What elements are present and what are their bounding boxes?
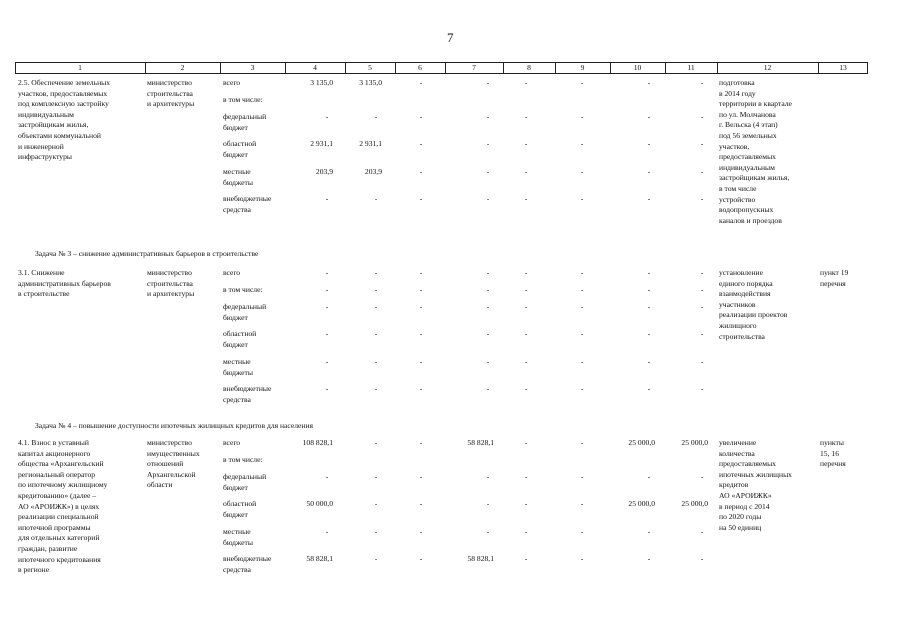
amount-cell: -: [524, 78, 528, 87]
amount-cell: -: [580, 499, 584, 508]
amount-cell: -: [524, 472, 528, 481]
amount-cell: -: [700, 167, 704, 176]
amount-cell: -: [325, 527, 329, 536]
funding-source: местные бюджеты: [223, 357, 253, 377]
amount-cell: -: [524, 285, 528, 294]
amount-cell: -: [700, 268, 704, 277]
funding-source: в том числе:: [223, 455, 263, 464]
measure-name: 4.1. Взнос в уставный капитал акционерного общества «Архангельский региональный оператор по ипотечному жилищному кредитованию» (далее – АО «АРОИЖК») в целях реализации специальной ипотечной программы для отдельных категорий граждан, развитие ипотечного кредитования в регионе: [18, 438, 108, 575]
amount-cell: -: [419, 302, 423, 311]
amount-cell: 203,9: [364, 167, 382, 176]
amount-cell: -: [700, 194, 704, 203]
amount-cell: -: [700, 554, 704, 563]
measure-name: 2.5. Обеспечение земельных участков, предоставляемых под комплексную застройку индивидуальным застройщикам жилья, объектами коммунальной и инженерной инфраструктуры: [18, 78, 111, 162]
amount-cell: -: [419, 285, 423, 294]
amount-cell: -: [524, 499, 528, 508]
funding-source: местные бюджеты: [223, 167, 253, 187]
header-col-number: 3: [250, 63, 255, 72]
amount-cell: 3 135,0: [310, 78, 333, 87]
funding-source: всего: [223, 78, 241, 87]
amount-cell: -: [700, 285, 704, 294]
amount-cell: -: [580, 384, 584, 393]
amount-cell: -: [524, 112, 528, 121]
executor: министерство имущественных отношений Архангельской области: [147, 438, 200, 490]
amount-cell: -: [486, 78, 490, 87]
amount-cell: -: [524, 139, 528, 148]
amount-cell: -: [647, 357, 651, 366]
executor: министерство строительства и архитектуры: [147, 78, 195, 109]
amount-cell: 25 000,0: [628, 499, 655, 508]
amount-cell: -: [700, 384, 704, 393]
amount-cell: -: [580, 285, 584, 294]
amount-cell: -: [374, 527, 378, 536]
amount-cell: -: [580, 139, 584, 148]
amount-cell: -: [580, 112, 584, 121]
header-col-number: 7: [472, 63, 476, 72]
amount-cell: -: [524, 438, 528, 447]
amount-cell: -: [325, 472, 329, 481]
header-col-number: 4: [313, 63, 317, 72]
funding-source: в том числе:: [223, 285, 263, 294]
amount-cell: -: [374, 472, 378, 481]
header-col-number: 9: [580, 63, 585, 72]
amount-cell: -: [647, 268, 651, 277]
expected-result: увеличение количества предоставляемых ипотечных жилищных кредитов АО «АРОИЖК» в период с 2014 по 2020 годы на 50 единиц: [719, 438, 792, 532]
amount-cell: -: [700, 302, 704, 311]
amount-cell: -: [580, 78, 584, 87]
list-reference: пункт 19 перечня: [820, 268, 849, 288]
amount-cell: -: [524, 329, 528, 338]
amount-cell: -: [580, 302, 584, 311]
funding-source: федеральный бюджет: [223, 112, 267, 132]
amount-cell: -: [580, 554, 584, 563]
amount-cell: -: [580, 268, 584, 277]
funding-source: в том числе:: [223, 95, 263, 104]
amount-cell: -: [580, 194, 584, 203]
amount-cell: -: [419, 357, 423, 366]
amount-cell: 25 000,0: [681, 499, 708, 508]
amount-cell: -: [647, 384, 651, 393]
amount-cell: -: [374, 438, 378, 447]
amount-cell: -: [700, 329, 704, 338]
amount-cell: -: [486, 357, 490, 366]
amount-cell: -: [419, 472, 423, 481]
amount-cell: -: [524, 357, 528, 366]
amount-cell: -: [374, 112, 378, 121]
amount-cell: -: [374, 357, 378, 366]
amount-cell: -: [419, 499, 423, 508]
amount-cell: -: [325, 285, 329, 294]
amount-cell: -: [325, 194, 329, 203]
amount-cell: -: [524, 167, 528, 176]
amount-cell: -: [419, 554, 423, 563]
funding-source: областной бюджет: [223, 139, 257, 159]
amount-cell: -: [325, 329, 329, 338]
header-col-number: 13: [839, 63, 847, 72]
funding-source: федеральный бюджет: [223, 302, 267, 322]
amount-cell: -: [647, 527, 651, 536]
amount-cell: -: [524, 194, 528, 203]
amount-cell: -: [374, 302, 378, 311]
header-col-number: 11: [687, 63, 695, 72]
header-col-number: 5: [368, 63, 372, 72]
header-col-number: 12: [763, 63, 772, 72]
amount-cell: -: [486, 139, 490, 148]
amount-cell: -: [325, 268, 329, 277]
amount-cell: -: [325, 357, 329, 366]
amount-cell: -: [486, 384, 490, 393]
page-number: 7: [447, 30, 454, 45]
funding-source: внебюджетные средства: [223, 554, 272, 574]
expected-result: подготовка в 2014 году территории в квартале по ул. Молчанова г. Вельска (4 этап) под 56 земельных участков, предоставляемых индивидуальным застройщикам жилья, в том числе устройство водопропускных каналов и проездов: [719, 78, 792, 225]
measure-name: 3.1. Снижение административных барьеров в строительстве: [18, 268, 111, 299]
amount-cell: -: [700, 527, 704, 536]
funding-source: внебюджетные средства: [223, 194, 272, 214]
amount-cell: -: [374, 499, 378, 508]
amount-cell: -: [580, 527, 584, 536]
amount-cell: 25 000,0: [628, 438, 655, 447]
task-heading: Задача № 3 – снижение административных барьеров в строительстве: [35, 249, 259, 258]
amount-cell: -: [374, 268, 378, 277]
amount-cell: -: [580, 167, 584, 176]
funding-source: всего: [223, 438, 241, 447]
amount-cell: -: [419, 384, 423, 393]
amount-cell: -: [325, 384, 329, 393]
amount-cell: -: [486, 194, 490, 203]
amount-cell: -: [647, 194, 651, 203]
amount-cell: -: [647, 554, 651, 563]
funding-source: областной бюджет: [223, 499, 257, 519]
amount-cell: -: [580, 357, 584, 366]
amount-cell: -: [419, 268, 423, 277]
amount-cell: -: [647, 78, 651, 87]
expected-result: установление единого порядка взаимодействия участников реализации проектов жилищного строительства: [719, 268, 788, 341]
funding-source: местные бюджеты: [223, 527, 253, 547]
amount-cell: -: [580, 472, 584, 481]
amount-cell: -: [486, 112, 490, 121]
amount-cell: -: [325, 302, 329, 311]
amount-cell: -: [700, 472, 704, 481]
amount-cell: 58 828,1: [467, 438, 494, 447]
amount-cell: -: [524, 527, 528, 536]
header-col-number: 8: [527, 63, 531, 72]
amount-cell: 108 828,1: [302, 438, 333, 447]
amount-cell: 2 931,1: [310, 139, 333, 148]
amount-cell: -: [524, 268, 528, 277]
amount-cell: -: [419, 527, 423, 536]
header-col-number: 6: [418, 63, 422, 72]
amount-cell: -: [486, 285, 490, 294]
amount-cell: -: [419, 112, 423, 121]
amount-cell: -: [647, 112, 651, 121]
amount-cell: -: [647, 285, 651, 294]
amount-cell: -: [580, 329, 584, 338]
amount-cell: -: [647, 139, 651, 148]
amount-cell: -: [524, 302, 528, 311]
amount-cell: -: [419, 194, 423, 203]
list-reference: пункты 15, 16 перечня: [820, 438, 846, 469]
amount-cell: -: [700, 139, 704, 148]
amount-cell: -: [419, 438, 423, 447]
amount-cell: -: [486, 472, 490, 481]
amount-cell: -: [374, 194, 378, 203]
amount-cell: 3 135,0: [359, 78, 382, 87]
amount-cell: -: [647, 472, 651, 481]
amount-cell: -: [700, 78, 704, 87]
funding-source: внебюджетные средства: [223, 384, 272, 404]
amount-cell: 2 931,1: [359, 139, 382, 148]
amount-cell: -: [419, 329, 423, 338]
amount-cell: -: [580, 438, 584, 447]
amount-cell: -: [647, 167, 651, 176]
amount-cell: 58 828,1: [467, 554, 494, 563]
amount-cell: -: [374, 554, 378, 563]
amount-cell: 50 000,0: [306, 499, 333, 508]
header-col-number: 1: [78, 63, 82, 72]
amount-cell: -: [419, 78, 423, 87]
amount-cell: -: [486, 499, 490, 508]
amount-cell: -: [486, 302, 490, 311]
amount-cell: -: [486, 167, 490, 176]
amount-cell: -: [647, 302, 651, 311]
amount-cell: 58 828,1: [306, 554, 333, 563]
amount-cell: -: [524, 554, 528, 563]
amount-cell: 203,9: [315, 167, 333, 176]
amount-cell: -: [419, 167, 423, 176]
funding-source: всего: [223, 268, 241, 277]
header-col-number: 2: [180, 63, 185, 72]
amount-cell: 25 000,0: [681, 438, 708, 447]
header-col-number: 10: [633, 63, 642, 72]
amount-cell: -: [486, 527, 490, 536]
amount-cell: -: [486, 268, 490, 277]
amount-cell: -: [419, 139, 423, 148]
amount-cell: -: [374, 285, 378, 294]
task-heading: Задача № 4 – повышение доступности ипотечных жилищных кредитов для населения: [35, 421, 314, 430]
amount-cell: -: [374, 329, 378, 338]
amount-cell: -: [374, 384, 378, 393]
funding-source: федеральный бюджет: [223, 472, 267, 492]
funding-source: областной бюджет: [223, 329, 257, 349]
amount-cell: -: [524, 384, 528, 393]
amount-cell: -: [325, 112, 329, 121]
amount-cell: -: [486, 329, 490, 338]
amount-cell: -: [700, 112, 704, 121]
amount-cell: -: [647, 329, 651, 338]
amount-cell: -: [700, 357, 704, 366]
executor: министерство строительства и архитектуры: [147, 268, 195, 299]
